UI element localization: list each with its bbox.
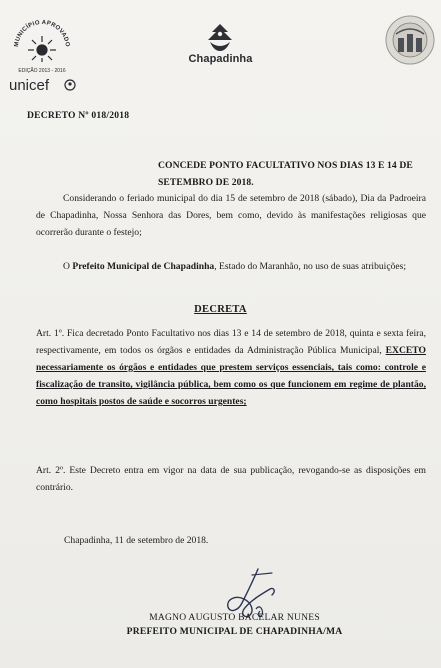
preamble-paragraph	[36, 258, 426, 275]
decree-ementa: CONCEDE PONTO FACULTATIVO NOS DIAS 13 E 14 DE SETEMBRO DE 2018.	[158, 160, 413, 188]
signer-title: PREFEITO MUNICIPAL DE CHAPADINHA/MA	[126, 626, 343, 637]
place-and-date: Chapadinha, 11 de setembro de 2018.	[64, 535, 209, 546]
svg-text:unicef: unicef	[9, 77, 50, 94]
article-1	[36, 325, 426, 410]
decree-number: DECRETO Nº 018/2018	[27, 110, 130, 121]
svg-text:MUNICÍPIO APROVADO: MUNICÍPIO APROVADO	[13, 19, 71, 48]
preamble-start: O	[63, 261, 73, 272]
decreta-heading: DECRETA	[194, 304, 247, 315]
article-1-text: Art. 1º. Fica decretado Ponto Facultativo nos dias 13 e 14 de setembro de 2018, quinta e sexta feira, respectivamente, em todos os órgãos e entidades da Administração Pública Municipal,	[36, 328, 426, 356]
preamble-end: , Estado do Maranhão, no uso de suas atribuições;	[214, 261, 407, 272]
signer-name: MAGNO AUGUSTO BACELAR NUNES	[149, 612, 320, 623]
preamble-title: Prefeito Municipal de Chapadinha	[72, 261, 215, 272]
municipal-coat-of-arms-icon	[384, 14, 436, 66]
considerando-paragraph: Considerando o feriado municipal do dia 15 de setembro de 2018 (sábado), Dia da Padroeira de Chapadinha, Nossa Senhora das Dores, bem como, devido às manifestações religiosas que ocorrerão durante o festejo;	[36, 193, 426, 238]
article-1-exception: EXCETO necessariamente os órgãos e entidades que prestem serviços essenciais, tais como: controle e fiscalização de transito, vigilância pública, bem como os que funcionem em regime de plantão, como hospitais postos de saúde e socorros urgentes;	[36, 345, 426, 407]
svg-text:EDIÇÃO 2013 - 2016: EDIÇÃO 2013 - 2016	[18, 68, 66, 74]
article-2: Art. 2º. Este Decreto entra em vigor na data de sua publicação, revogando-se as disposições em contrário.	[36, 465, 426, 493]
chapadinha-brand-name: Chapadinha	[188, 53, 253, 65]
chapadinha-brand-icon	[202, 22, 238, 52]
